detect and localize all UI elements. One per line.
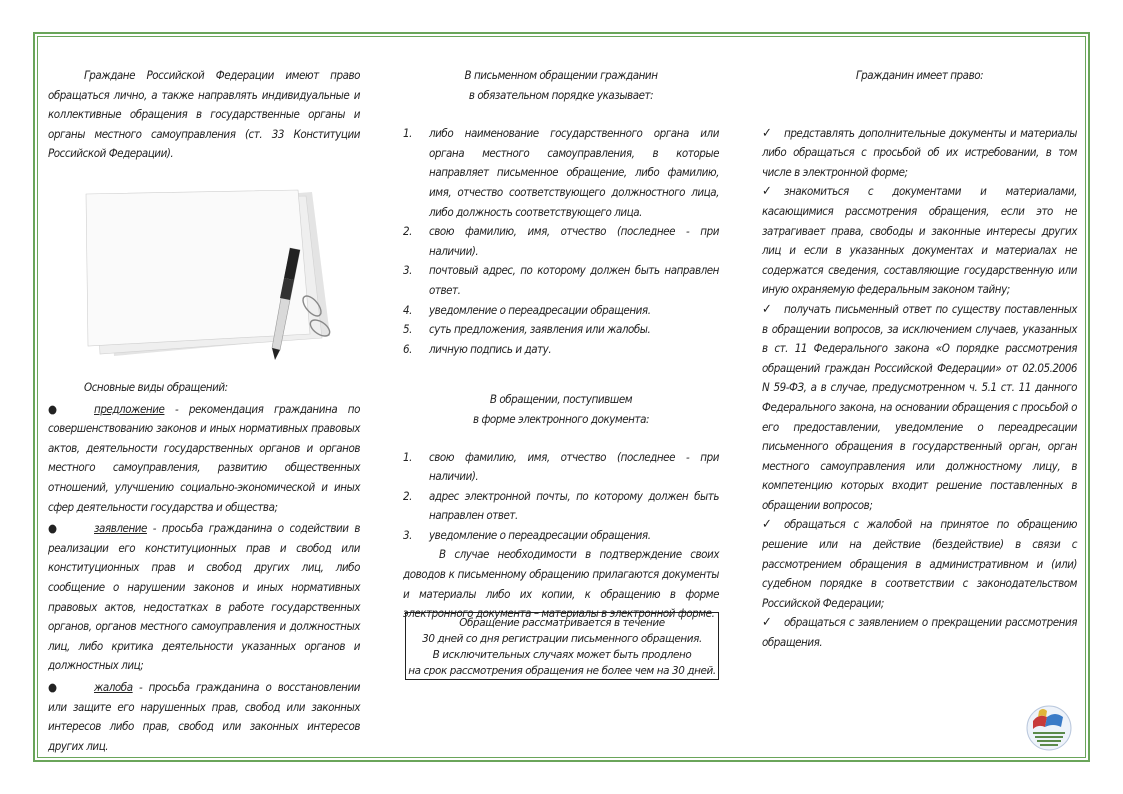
documents-note: В случае необходимости в подтверждение своих доводов к письменному обращению прилагаются документы и материалы либо их копии, к обращению в форме электронного документа – материалы в электронной форме. — [403, 547, 719, 621]
box-line: 30 дней со дня регистрации письменного обращения. — [422, 633, 702, 645]
written-heading-1: В письменном обращении гражданин — [464, 68, 658, 82]
list-item: 3. уведомление о переадресации обращения. — [403, 527, 651, 542]
term: предложение — [94, 401, 165, 416]
column-middle — [403, 66, 719, 624]
list-item: 2. адрес электронной почты, по которому должен быть направлен ответ. — [403, 488, 719, 523]
rights-heading: Гражданин имеет право: — [855, 68, 984, 82]
checkmark-icon: ✓ — [762, 125, 772, 141]
paper-stack-icon — [84, 188, 346, 364]
list-item: 1. либо наименование государственного органа или органа местного самоуправления, в которые направляет письменное обращение, либо фамилию, имя, отчество соответствующего должностного лица, либо должность соответствующего лица. — [403, 126, 719, 219]
list-item: ✓ представлять дополнительные документы и материалы либо обращаться с просьбой об их истребовании, в том числе в электронной форме; — [762, 125, 1077, 179]
term: заявление — [94, 521, 147, 536]
checkmark-icon: ✓ — [762, 301, 772, 317]
written-requirements-list — [403, 124, 719, 359]
electronic-heading-1: В обращении, поступившем — [489, 392, 633, 407]
box-line: на срок рассмотрения обращения не более чем на 30 дней. — [408, 665, 716, 677]
list-item: 4. уведомление о переадресации обращения. — [403, 302, 651, 317]
list-item: ✓ обращаться с заявлением о прекращении рассмотрения обращения. — [762, 615, 1077, 650]
list-item: 2. свою фамилию, имя, отчество (последнее - при наличии). — [403, 224, 719, 258]
electronic-heading-2: в форме электронного документа: — [472, 411, 650, 426]
list-item: 1. свою фамилию, имя, отчество (последнее - при наличии). — [403, 449, 719, 484]
list-item: 5. суть предложения, заявления или жалобы. — [403, 322, 651, 337]
checkmark-icon: ✓ — [762, 184, 772, 200]
list-item: 6. личную подпись и дату. — [403, 341, 552, 356]
box-line: В исключительных случаях может быть продлено — [432, 649, 692, 661]
list-item: ● предложение - рекомендация гражданина по совершенствованию законов и иных нормативных правовых актов, деятельности государственных органов и органов местного самоуправления, развитию общественных отношений, улучшению социально-экономической и иных сфер деятельности государства и общества; — [48, 401, 360, 514]
written-heading-2: в обязательном порядке указывает: — [468, 87, 654, 102]
kinds-heading: Основные виды обращений: — [84, 380, 228, 394]
intro-paragraph: Граждане Российской Федерации имеют право обращаться лично, а также направлять индивидуальные и коллективные обращения в государственные органы и органы местного самоуправления (ст. 33 Конституции Российской Федерации). — [48, 68, 360, 161]
checkmark-icon: ✓ — [762, 517, 772, 533]
list-item: ● жалоба - просьба гражданина о восстановлении или защите его нарушенных прав, свобод или законных интересов либо прав, свобод или законных интересов других лиц. — [48, 679, 360, 753]
list-item: ✓ обращаться с жалобой на принятое по обращению решение или на действие (бездействие) в связи с рассмотрением обращения в административном и (или) судебном порядке в соответствии с законодательством Российской Федерации; — [762, 517, 1077, 610]
list-item: ✓ получать письменный ответ по существу поставленных в обращении вопросов, за исключением случаев, указанных в ст. 11 Федерального закона «О порядке рассмотрения обращений граждан Российской Федерации» от 02.05.2006 N 59-ФЗ, а в случае, предусмотренном ч. 5.1 ст. 11 данного Федерального закона, на основании обращения с просьбой о его предоставлении, уведомление о переадресации письменного обращения в государственный орган, орган местного самоуправления или должностному лицу, в компетенцию которых входит решение поставленных в обращении вопросов; — [762, 301, 1077, 512]
review-period-box — [405, 612, 719, 680]
column-left — [48, 66, 360, 164]
checkmark-icon: ✓ — [762, 615, 772, 631]
list-item: ✓ знакомиться с документами и материалами, касающимися рассмотрения обращения, если это не затрагивает права, свободы и законные интересы других лиц и если в указанных документах и материалах не содержатся сведения, составляющие государственную или иную охраняемую федеральным законом тайну; — [762, 184, 1077, 297]
column-right — [762, 66, 1077, 653]
term: жалоба — [94, 679, 133, 694]
box-line: Обращение рассматривается в течение — [459, 617, 665, 629]
electronic-requirements-list — [403, 448, 719, 546]
library-logo — [1025, 705, 1073, 751]
list-item: 3. почтовый адрес, по которому должен быть направлен ответ. — [403, 263, 719, 297]
list-item: ● заявление - просьба гражданина о содействии в реализации его конституционных прав и свобод или конституционных прав и свобод других лиц, либо сообщение о нарушении законов и иных нормативных правовых актов, недостатках в работе государственных органов, органов местного самоуправления и должностных лиц, либо критика деятельности указанных органов и должностных лиц; — [48, 521, 360, 673]
kinds-of-appeals — [48, 378, 360, 756]
